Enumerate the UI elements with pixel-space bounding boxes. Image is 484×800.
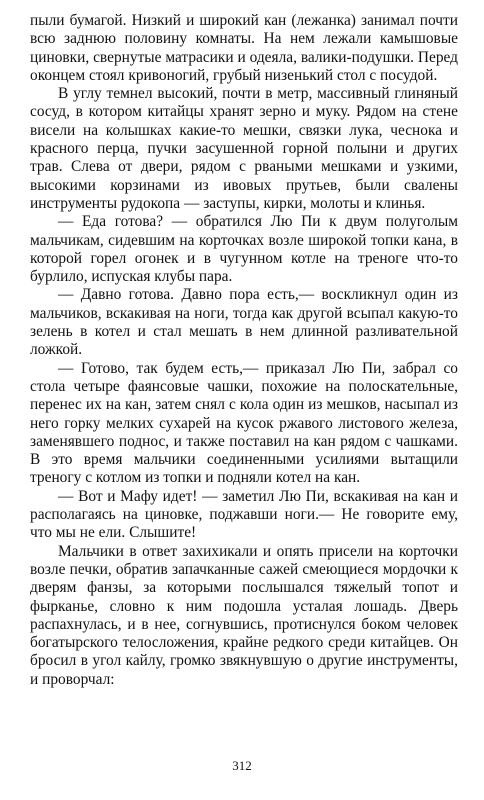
paragraph-boys-giggled: Мальчики в ответ захихикали и опять присели на корточки возле печки, обратив запачканные сажей смеющиеся мордочки к дверям фанзы, за которыми послышался тяжелый топот и фырканье, словно к ним подошла усталая лошадь. Дверь распахнулась, и в нее, согнувшись, протиснулся боком человек богатырского телосложения, крайне редкого среди китайцев. Он бросил в угол кайлу, громко звякнувшую о другие инструменты, и проворчал: bbox=[30, 542, 458, 688]
book-page bbox=[30, 12, 458, 752]
paragraph-mafu-coming: — Вот и Мафу идет! — заметил Лю Пи, вскакивая на кан и располагаясь на циновке, поджавши ноги.— Не говорите ему, что мы не ели. Слышите! bbox=[30, 487, 458, 542]
paragraph-clay-vessel: В углу темнел высокий, почти в метр, массивный глиняный сосуд, в котором китайцы хранят зерно и муку. Рядом на стене висели на колышках какие-то мешки, связки лука, чеснока и красного перца, пучки засушенной горной полыни и других трав. Слева от двери, рядом с рваными мешками и узкими, высокими корзинами из ивовых прутьев, были свалены инструменты рудокопа — заступы, кирки, молоты и клинья. bbox=[30, 85, 458, 212]
paragraph-long-ready: — Давно готова. Давно пора есть,— воскликнул один из мальчиков, вскакивая на ноги, тогда как другой всыпал какую-то зелень в котел и стал мешать в нем длинной разливательной ложкой. bbox=[30, 286, 458, 359]
paragraph-continuation: пыли бумагой. Низкий и широкий кан (лежанка) занимал почти всю заднюю половину комнаты. На нем лежали камышовые циновки, свернутые матрасики и одеяла, валики-подушки. Перед оконцем стоял кривоногий, грубый низенький стол с посудой. bbox=[30, 12, 458, 84]
paragraph-food-ready-question: — Еда готова? — обратился Лю Пи к двум полуголым мальчикам, сидевшим на корточках возле широкой топки кана, в которой горел огонек и в чугунном котле на треноге что-то бурлило, испуская клубы пара. bbox=[30, 213, 458, 286]
paragraph-ready-so-eat: — Готово, так будем есть,— приказал Лю Пи, забрал со стола четыре фаянсовые чашки, похожие на полоскательные, перенес их на кан, затем снял с кола один из мешков, насыпал из него горку мелких сухарей на кусок ржавого листового железа, заменявшего поднос, и также поставил на кан рядом с чашками. В это время мальчики соединенными усилиями вытащили треногу с котлом из топки и подняли котел на кан. bbox=[30, 359, 458, 487]
page-number: 312 bbox=[232, 758, 252, 773]
